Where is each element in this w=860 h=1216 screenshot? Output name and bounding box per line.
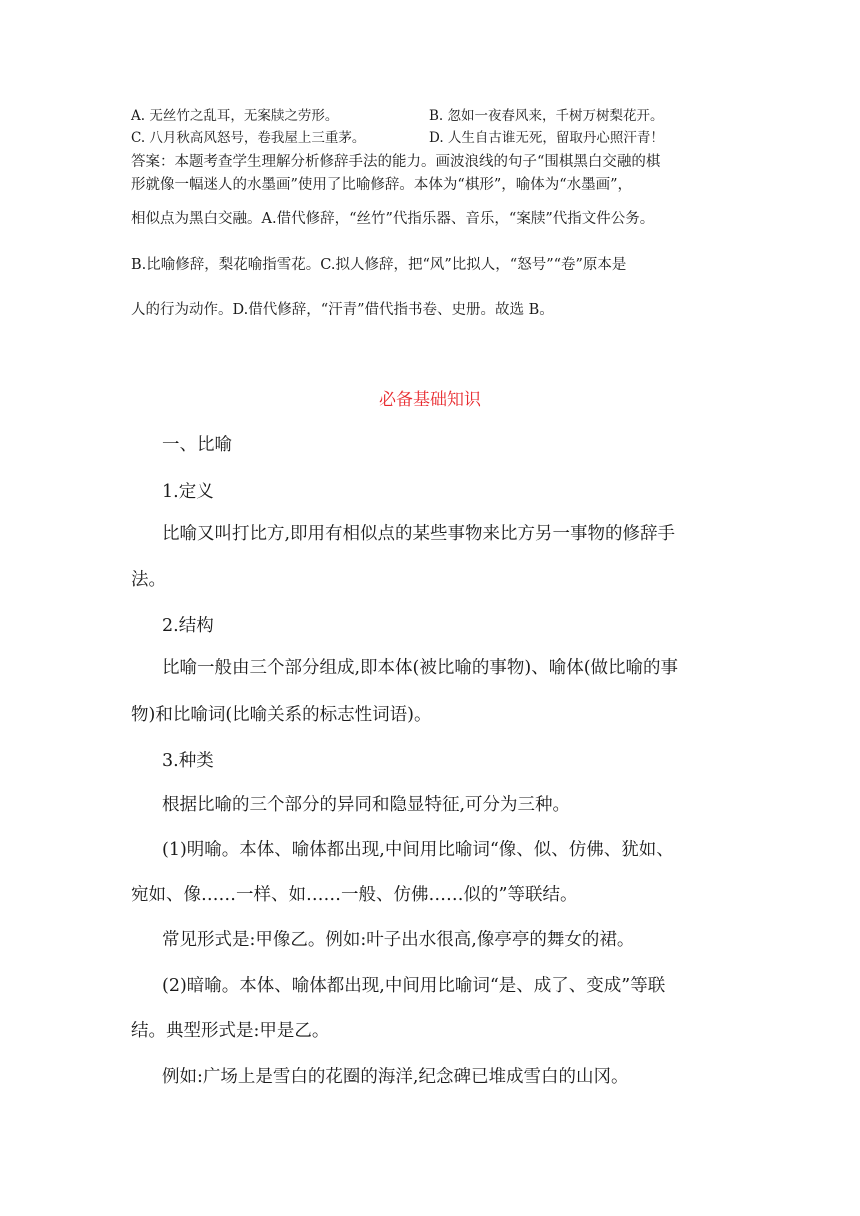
option-c: C. 八月秋高风怒号，卷我屋上三重茅。 bbox=[131, 130, 366, 146]
paragraph-line: 比喻又叫打比方,即用有相似点的某些事物来比方另一事物的修辞手 bbox=[162, 524, 676, 544]
answer-line: 人的行为动作。D.借代修辞，“汗青”借代指书卷、史册。故选 B。 bbox=[131, 302, 554, 318]
option-d: D. 人生自古谁无死，留取丹心照汗青！ bbox=[429, 130, 664, 146]
options-row-ab bbox=[131, 106, 664, 126]
options-row-cd bbox=[131, 128, 664, 148]
subheading-types: 3.种类 bbox=[162, 751, 214, 771]
paragraph-line: 法。 bbox=[131, 570, 166, 590]
heading-metaphor: 一、比喻 bbox=[162, 435, 232, 455]
paragraph-line: 物)和比喻词(比喻关系的标志性词语)。 bbox=[131, 705, 432, 725]
answer-line: 相似点为黑白交融。A.借代修辞，“丝竹”代指乐器、音乐，“案牍”代指文件公务。 bbox=[131, 211, 655, 227]
option-b: B. 忽如一夜春风来，千树万树梨花开。 bbox=[429, 108, 664, 124]
paragraph-line: 例如:广场上是雪白的花圈的海洋,纪念碑已堆成雪白的山冈。 bbox=[162, 1067, 629, 1087]
subheading-structure: 2.结构 bbox=[162, 616, 214, 636]
paragraph-line: 结。典型形式是:甲是乙。 bbox=[131, 1021, 330, 1041]
paragraph-line: 比喻一般由三个部分组成,即本体(被比喻的事物)、喻体(做比喻的事 bbox=[162, 658, 679, 678]
subheading-definition: 1.定义 bbox=[162, 482, 214, 502]
answer-line: 形就像一幅迷人的水墨画”使用了比喻修辞。本体为“棋形”，喻体为“水墨画”， bbox=[131, 177, 633, 193]
paragraph-line: 宛如、像……一样、如……一般、仿佛……似的”等联结。 bbox=[131, 885, 578, 905]
paragraph-line: (1)明喻。本体、喻体都出现,中间用比喻词“像、似、仿佛、犹如、 bbox=[162, 840, 674, 860]
answer-line: B.比喻修辞，梨花喻指雪花。C.拟人修辞，把“风”比拟人，“怒号”“卷”原本是 bbox=[131, 257, 627, 273]
paragraph-line: 根据比喻的三个部分的异同和隐显特征,可分为三种。 bbox=[162, 795, 571, 815]
paragraph-line: (2)暗喻。本体、喻体都出现,中间用比喻词“是、成了、变成”等联 bbox=[162, 976, 666, 996]
section-title: 必备基础知识 bbox=[379, 390, 481, 410]
answer-line: 答案：本题考查学生理解分析修辞手法的能力。画波浪线的句子“围棋黑白交融的棋 bbox=[131, 154, 661, 170]
option-a: A. 无丝竹之乱耳，无案牍之劳形。 bbox=[131, 108, 339, 124]
paragraph-line: 常见形式是:甲像乙。例如:叶子出水很高,像亭亭的舞女的裙。 bbox=[162, 930, 635, 950]
